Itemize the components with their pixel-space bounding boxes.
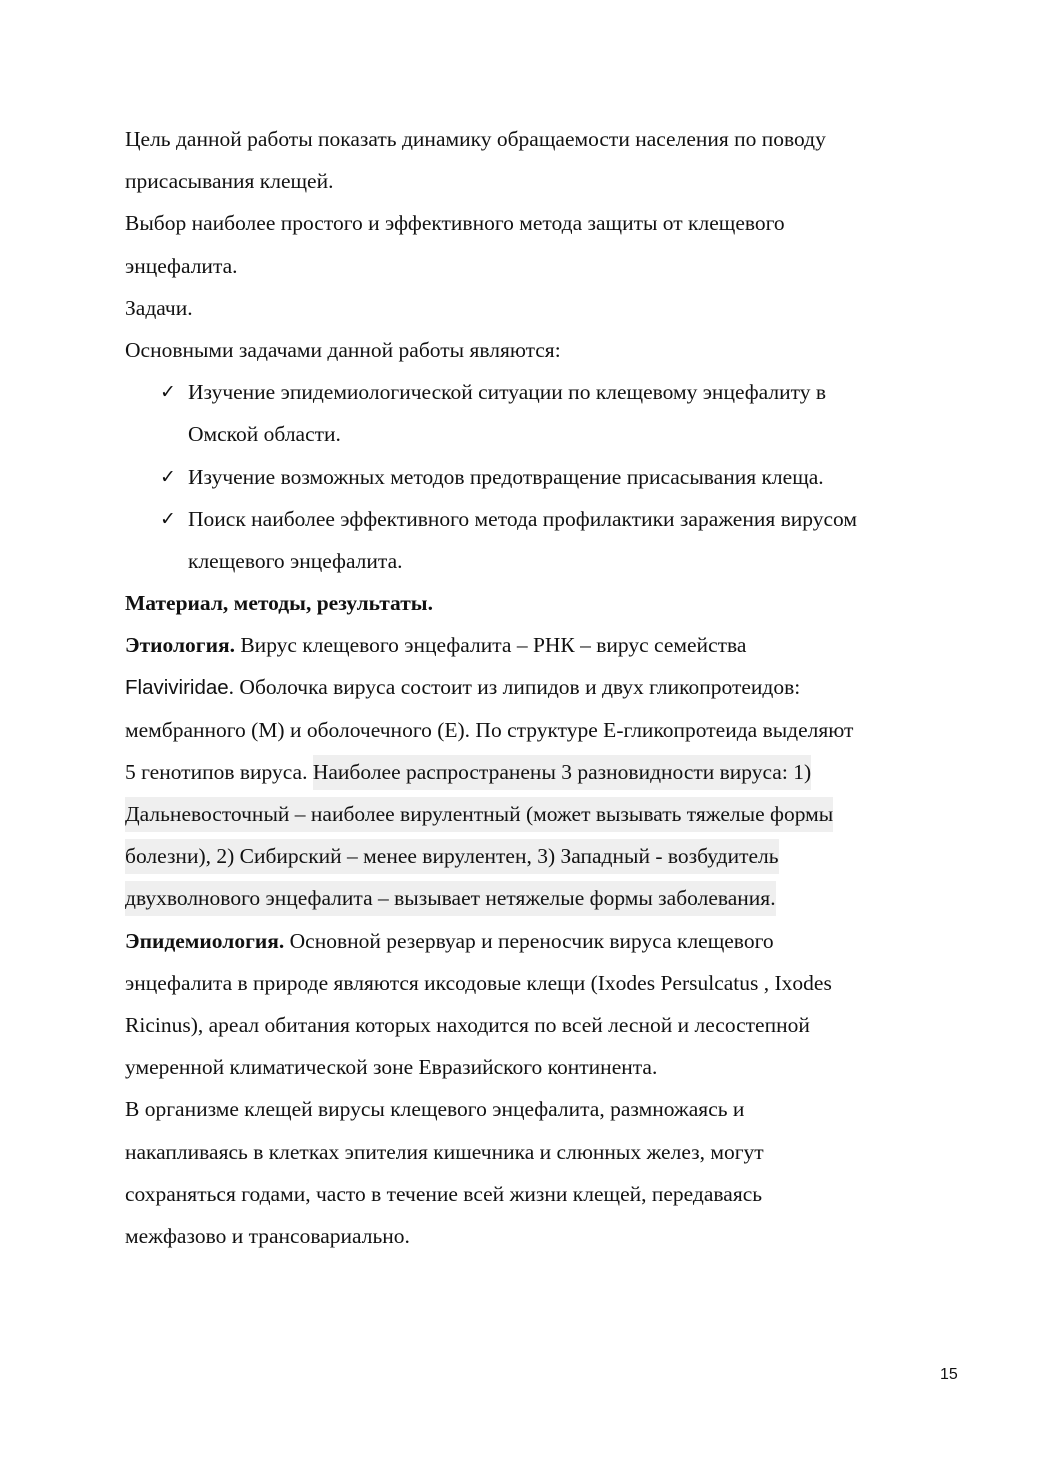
epidemiology-label: Эпидемиология. — [125, 928, 285, 953]
etiology-text: Вирус клещевого энцефалита – РНК – вирус семейства — [234, 633, 747, 658]
organism-line-4: межфазово и трансовариально. — [125, 1223, 410, 1248]
highlighted-text: болезни), 2) Сибирский – менее вирулентен, 3) Западный - возбудитель — [125, 839, 779, 874]
highlighted-text: двухволнового энцефалита – вызывает нетяжелые формы заболевания. — [125, 881, 776, 916]
highlighted-text: Наиболее распространены 3 разновидности вируса: 1) — [313, 755, 811, 790]
etiology-line-4 — [125, 751, 970, 793]
organism-line-1: В организме клещей вирусы клещевого энцефалита, размножаясь и — [125, 1097, 745, 1122]
page-number: 15 — [940, 1366, 958, 1383]
bullet-item-1-continuation: Омской области. — [188, 422, 341, 447]
bullet-text: Поиск наиболее эффективного метода профилактики заражения вирусом — [188, 506, 857, 531]
bullet-item-1 — [125, 371, 970, 413]
etiology-line-5 — [125, 793, 970, 835]
epidemiology-text: Основной резервуар и переносчик вируса клещевого — [284, 928, 774, 953]
epidemiology-line-4: умеренной климатической зоне Евразийского континента. — [125, 1055, 658, 1080]
bullet-item-3 — [125, 498, 970, 540]
etiology-text: 5 генотипов вируса. — [125, 759, 313, 784]
etiology-line-7 — [125, 877, 970, 919]
etiology-line-2 — [125, 666, 970, 708]
check-icon: ✓ — [160, 381, 176, 404]
etiology-line-1 — [125, 624, 970, 666]
document-page — [125, 118, 970, 1257]
organism-line-2: накапливаясь в клетках эпителия кишечника и слюнных желез, могут — [125, 1139, 764, 1164]
epidemiology-line-2: энцефалита в природе являются иксодовые клещи (Ixodes Persulcatus , Ixodes — [125, 970, 832, 995]
organism-line-3: сохраняться годами, часто в течение всей жизни клещей, передаваясь — [125, 1181, 763, 1206]
virus-family-name: Flaviviridae — [125, 676, 229, 700]
epidemiology-line-3: Ricinus), ареал обитания которых находится по всей лесной и лесостепной — [125, 1012, 810, 1037]
etiology-line-3: мембранного (М) и оболочечного (Е). По структуре Е-гликопротеида выделяют — [125, 717, 854, 742]
etiology-label: Этиология. — [125, 633, 235, 658]
etiology-text: . Оболочка вируса состоит из липидов и двух гликопротеидов: — [228, 675, 801, 700]
bullet-text: Изучение эпидемиологической ситуации по клещевому энцефалиту в — [188, 380, 827, 405]
section-heading: Материал, методы, результаты. — [125, 591, 433, 616]
bullet-item-2 — [125, 456, 970, 498]
goal-line-1: Цель данной работы показать динамику обращаемости населения по поводу — [125, 127, 826, 151]
bullet-text: Изучение возможных методов предотвращение присасывания клеща. — [188, 464, 824, 489]
goal-line-2: присасывания клещей. — [125, 169, 334, 194]
bullet-item-3-continuation: клещевого энцефалита. — [188, 548, 403, 573]
choice-line-1: Выбор наиболее простого и эффективного метода защиты от клещевого — [125, 211, 785, 236]
etiology-line-6 — [125, 835, 970, 877]
epidemiology-line-1 — [125, 920, 970, 962]
choice-line-2: энцефалита. — [125, 253, 238, 278]
tasks-intro: Основными задачами данной работы являются: — [125, 337, 561, 362]
tasks-heading: Задачи. — [125, 295, 193, 320]
highlighted-text: Дальневосточный – наиболее вирулентный (может вызывать тяжелые формы — [125, 797, 833, 832]
check-icon: ✓ — [160, 507, 176, 530]
check-icon: ✓ — [160, 465, 176, 488]
